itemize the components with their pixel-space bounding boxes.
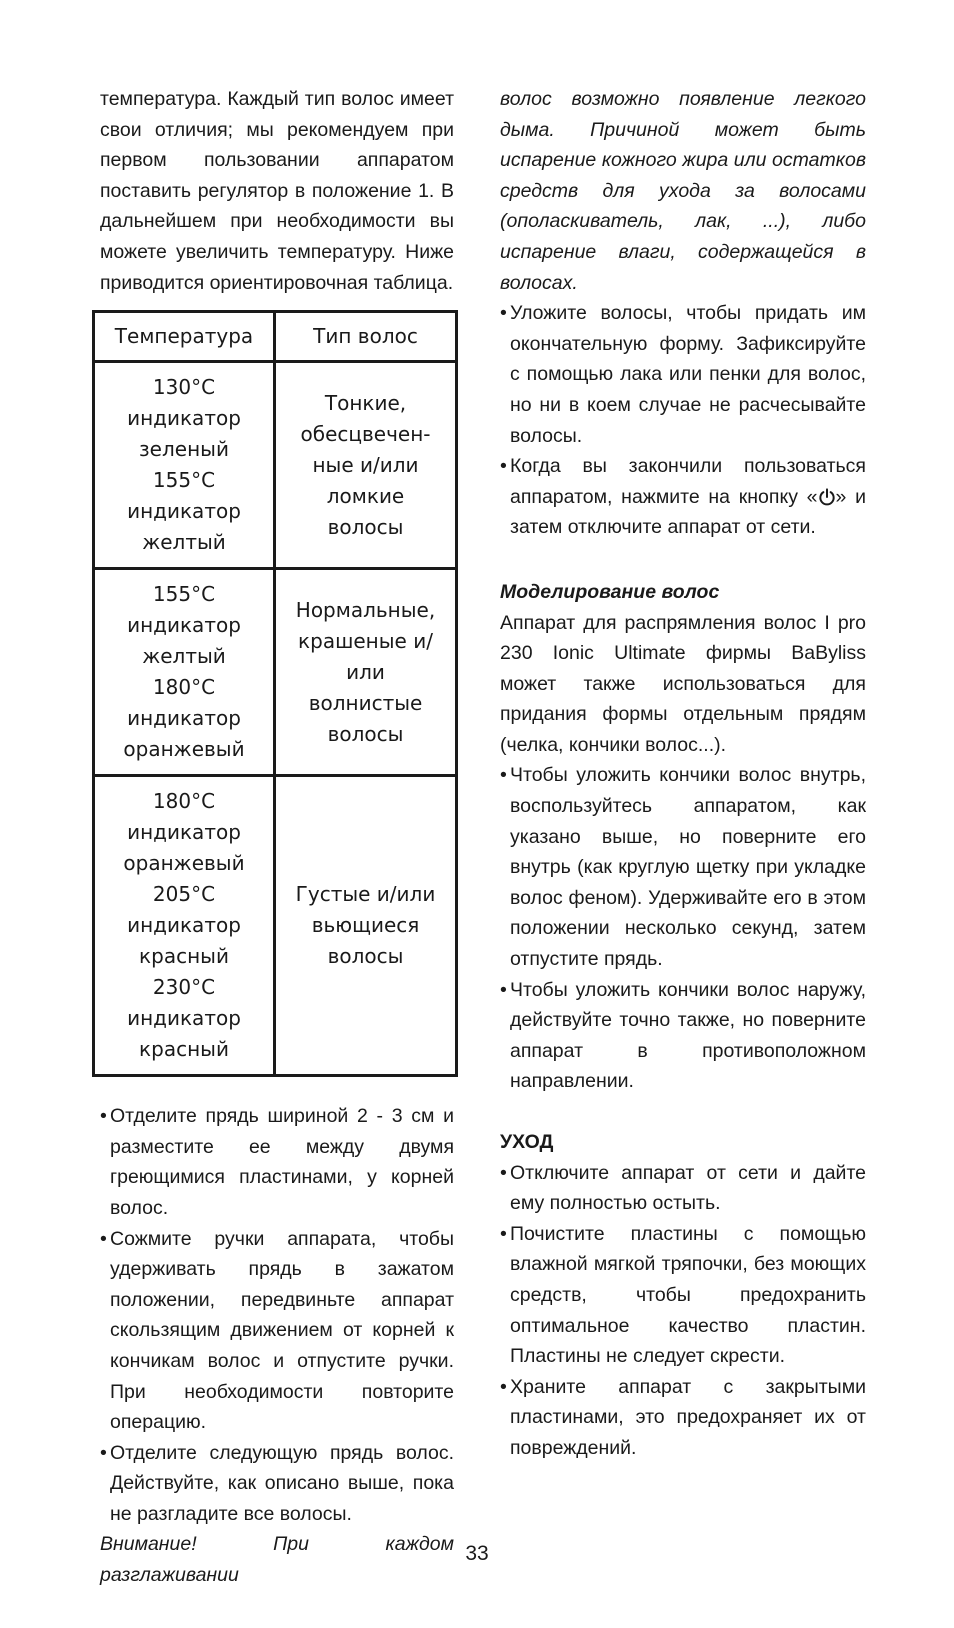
cell-line: Нормальные, [295, 597, 436, 622]
cell-line: 230°C [152, 975, 216, 1000]
temperature-cell [94, 362, 275, 569]
cell-line: ломкие [326, 483, 405, 508]
cell-line: красный [139, 1037, 229, 1062]
cell-line: волосы [327, 514, 404, 539]
cell-line: Густые и/или [295, 882, 436, 907]
cell-line: или [346, 659, 385, 684]
cell-line: 155°C [152, 582, 216, 607]
list-item [500, 451, 866, 543]
cell-line: обесцвечен- [300, 421, 431, 446]
cell-line: желтый [142, 644, 226, 669]
bullet-marker: • [500, 978, 507, 1001]
list-item [500, 1158, 866, 1219]
table-header-hair-type: Тип волос [275, 312, 457, 362]
hair-type-cell [275, 362, 457, 569]
list-item [500, 975, 866, 1097]
cell-line: 205°C [152, 882, 216, 907]
list-item-text: Храните аппарат с закрытыми пластинами, это предохраняет их от повреждений. [510, 1375, 866, 1459]
cell-line: желтый [142, 530, 226, 555]
temperature-cell [94, 776, 275, 1076]
table-row [94, 776, 457, 1076]
table-header-temperature: Температура [94, 312, 275, 362]
cell-line: 180°C [152, 675, 216, 700]
list-item-text: Чтобы уложить кончики волос наружу, действуйте точно также, но поверните аппарат в противоположном направлении. [510, 978, 866, 1093]
temperature-cell [94, 569, 275, 776]
bullet-marker: • [100, 1227, 107, 1250]
cell-line: индикатор [127, 406, 241, 431]
bullet-marker: • [500, 1222, 507, 1245]
section-heading-modeling: Моделирование волос [500, 580, 720, 603]
bullet-marker: • [500, 1161, 507, 1184]
bullet-marker: • [100, 1441, 107, 1464]
cell-line: волосы [327, 721, 404, 746]
table-row [94, 569, 457, 776]
cell-line: индикатор [127, 913, 241, 938]
cell-line: волосы [327, 944, 404, 969]
hair-type-cell [275, 569, 457, 776]
cell-line: оранжевый [123, 851, 245, 876]
list-item-text: Сожмите ручки аппарата, чтобы удерживать прядь в зажатом положении, передвиньте аппарат скользящим движением от корней к кончикам волос и отпустите ручки. При необходимости повторите операцию. [110, 1227, 454, 1434]
list-item [500, 1372, 866, 1464]
list-item-text: Уложите волосы, чтобы придать им окончательную форму. Зафиксируйте с помощью лака или пенки для волос, но ни в коем случае не расчесывайте волосы. [510, 302, 866, 447]
cell-line: вьющиеся [311, 913, 420, 938]
list-item-text: Чтобы уложить кончики волос внутрь, воспользуйтесь аппаратом, как указано выше, но поверните его внутрь (как круглую щетку при укладке волос феном). Удерживайте его в этом положении несколько секунд, затем отпустите прядь. [510, 764, 866, 971]
cell-line: Тонкие, [324, 390, 407, 415]
list-item-text: Почистите пластины с помощью влажной мягкой тряпочки, без моющих средств, чтобы предохранить оптимальное качество пластин. Пластины не следует скрести. [510, 1222, 866, 1368]
cell-line: волнистые [308, 690, 423, 715]
right-column [500, 84, 866, 1464]
cell-line: индикатор [127, 613, 241, 638]
list-item [100, 1224, 454, 1438]
cell-line: индикатор [127, 499, 241, 524]
intro-paragraph: температура. Каждый тип волос имеет свои отличия; мы рекомендуем при первом пользовании аппаратом поставить регулятор в положение 1. В дальнейшем при необходимости вы можете увеличить температуру. Ниже приводится ориентировочная таблица. [100, 88, 454, 294]
modeling-intro: Аппарат для распрямления волос I pro 230 Ionic Ultimate фирмы BaByliss может также использоваться для придания формы отдельным прядям (челка, кончики волос...). [500, 611, 866, 756]
list-item-text: Когда вы закончили пользоваться аппаратом, нажмите на кнопку « [510, 455, 866, 508]
list-item-text: » и затем отключите аппарат от сети. [510, 485, 866, 539]
table-row [94, 362, 457, 569]
list-item-text: Отделите следующую прядь волос. Действуйте, как описано выше, пока не разгладите все волосы. [110, 1441, 454, 1525]
spacer [500, 543, 866, 577]
cell-line: красный [139, 944, 229, 969]
temperature-table [92, 310, 458, 1077]
left-column [100, 84, 454, 1591]
bullet-marker: • [100, 1105, 107, 1128]
bullet-marker: • [500, 455, 507, 478]
spacer [500, 1097, 866, 1127]
hair-type-cell [275, 776, 457, 1076]
warning-text-start: Внимание! При каждом разглаживании [100, 1533, 454, 1587]
cell-line: ные и/или [312, 452, 419, 477]
page-number: 33 [465, 1542, 489, 1565]
cell-line: крашеные и/ [298, 628, 433, 653]
warning-text-end: волос возможно появление легкого дыма. Причиной может быть испарение кожного жира или остатков средств для ухода за волосами (ополаскиватель, лак, ...), либо испарение влаги, содержащейся в волосах. [500, 88, 866, 294]
table-header-row [94, 312, 457, 362]
bullet-marker: • [500, 1375, 507, 1398]
cell-line: индикатор [127, 1006, 241, 1031]
cell-line: 130°C [152, 375, 216, 400]
list-item-text: Отключите аппарат от сети и дайте ему полностью остыть. [510, 1161, 866, 1215]
bullet-marker: • [500, 764, 507, 787]
cell-line: 180°C [152, 789, 216, 814]
list-item [500, 760, 866, 974]
cell-line: оранжевый [123, 737, 245, 762]
bullet-marker: • [500, 302, 507, 325]
cell-line: 155°C [152, 468, 216, 493]
cell-line: индикатор [127, 820, 241, 845]
power-button-icon [818, 488, 836, 506]
list-item [500, 298, 866, 451]
section-heading-care: УХОД [500, 1131, 554, 1153]
list-item [100, 1101, 454, 1223]
cell-line: зеленый [139, 437, 229, 462]
list-item-text: Отделите прядь шириной 2 - 3 см и разместите ее между двумя греющимися пластинами, у корней волос. [110, 1105, 454, 1219]
list-item [500, 1219, 866, 1372]
cell-line: индикатор [127, 706, 241, 731]
list-item [100, 1438, 454, 1530]
